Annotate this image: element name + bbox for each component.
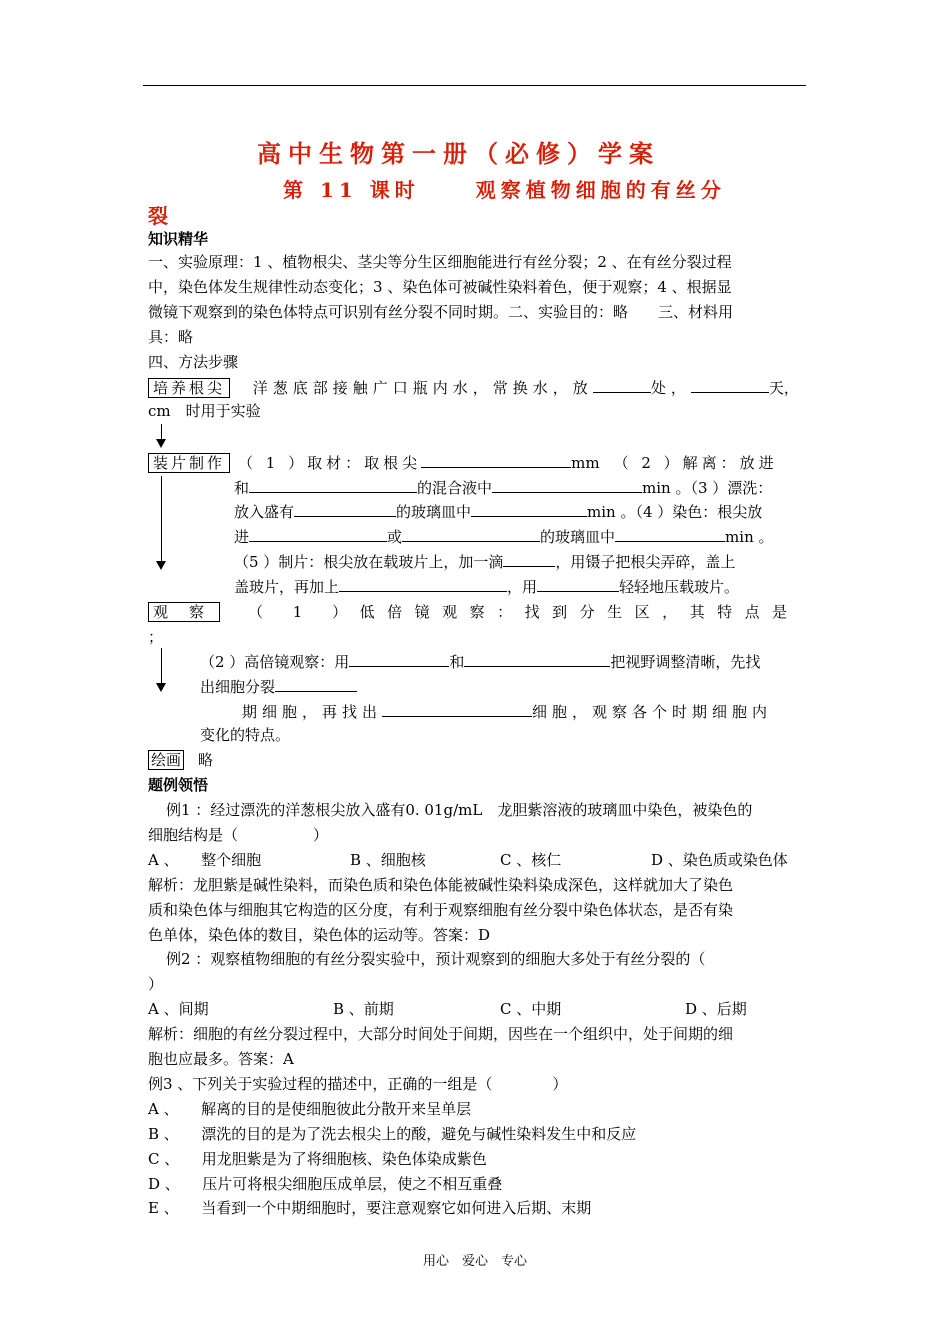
mount-text-4c: 的玻璃皿中 <box>540 528 616 546</box>
principle-line-1: 一、实验原理：1 、植物根尖、茎尖等分生区细胞能进行有丝分裂；2 、在有丝分裂过程 <box>148 253 732 271</box>
mount-text-1c: （ 2 ）解离：放进 <box>613 454 778 472</box>
ex2-analysis-2: 胞也应最多。答案：A <box>148 1050 294 1068</box>
observe-text-4a: 期细胞，再找出 <box>242 703 383 721</box>
observe-line-2 <box>200 651 760 672</box>
mount-text-4a: 进 <box>234 528 250 546</box>
mount-text-4b: 或 <box>387 528 403 546</box>
blank-drop-liquid <box>503 551 555 567</box>
observe-line-4 <box>242 701 772 722</box>
mount-line-6 <box>234 576 739 597</box>
step-observe-row <box>148 602 800 622</box>
ex3-option-b: B 、 漂洗的目的是为了洗去根尖上的酸，避免与碱性染料发生中和反应 <box>148 1125 637 1143</box>
lesson-title: 观察植物细胞的有丝分 <box>475 178 726 202</box>
observe-text-4b: 细胞，观察各个时期细胞内 <box>532 703 773 721</box>
blank-dissociation-a <box>249 477 417 493</box>
step-label-draw: 绘画 <box>148 750 184 770</box>
doc-title: 高中生物第一册（必修）学案 <box>257 139 660 168</box>
ex1-option-d: D 、染色质或染色体 <box>651 851 788 869</box>
ex2-question-2: ） <box>148 975 164 993</box>
draw-text: 略 <box>198 751 214 769</box>
culture-line-2: cm 时用于实验 <box>148 402 261 420</box>
observe-line-1-end: ； <box>148 628 164 646</box>
ex1-analysis-2: 质和染色体与细胞其它构造的区分度，有利于观察细胞有丝分裂中染色体状态，是否有染 <box>148 901 734 919</box>
ex1-option-c: C 、核仁 <box>500 851 562 869</box>
ex1-question-2: 细胞结构是（ ） <box>148 826 329 844</box>
blank-culture-place <box>593 377 651 393</box>
step-draw-row <box>148 750 213 770</box>
observe-line-5: 变化的特点。 <box>200 726 291 744</box>
blank-stain-b <box>402 526 540 542</box>
ex3-option-d: D 、 压片可将根尖细胞压成单层，使之不相互重叠 <box>148 1175 503 1193</box>
ex3-option-c: C 、 用龙胆紫是为了将细胞核、染色体染成紫色 <box>148 1150 487 1168</box>
steps-heading: 四、方法步骤 <box>148 353 239 371</box>
mount-text-3c: min 。（4 ）染色：根尖放 <box>587 503 763 521</box>
observe-line-3 <box>200 676 357 697</box>
step-label-mount: 装片制作 <box>148 453 230 473</box>
mount-line-5 <box>234 551 735 572</box>
blank-cover-item <box>339 576 507 592</box>
observe-text-2c: 把视野调整清晰，先找 <box>610 653 761 671</box>
ex1-analysis-1: 解析：龙胆紫是碱性染料，而染色质和染色体能被碱性染料染成深色，这样就加大了染色 <box>148 876 734 894</box>
mount-text-6a: 盖玻片，再加上 <box>234 578 340 596</box>
ex1-option-b: B 、细胞核 <box>350 851 426 869</box>
step-mount-row <box>148 452 778 473</box>
ex2-question-1: 例2 ：观察植物细胞的有丝分裂实验中，预计观察到的细胞大多处于有丝分裂的（ <box>166 950 706 968</box>
blank-culture-days <box>691 377 769 393</box>
section-heading-knowledge: 知识精华 <box>148 230 209 248</box>
mount-text-3a: 放入盛有 <box>234 503 295 521</box>
mount-text-3b: 的玻璃皿中 <box>396 503 472 521</box>
blank-stain-time <box>615 526 725 542</box>
principle-line-4: 具：略 <box>148 328 194 346</box>
mount-line-4 <box>234 526 774 547</box>
ex1-question-1: 例1 ：经过漂洗的洋葱根尖放入盛有0. 01g/mL 龙胆紫溶液的玻璃皿中染色，被染色的 <box>166 801 753 819</box>
observe-text-2b: 和 <box>449 653 465 671</box>
blank-dissociation-time <box>492 477 642 493</box>
blank-rinse-time <box>471 501 587 517</box>
principle-line-2: 中，染色体发生规律性动态变化；3 、染色体可被碱性染料着色，便于观察；4 、根据显 <box>148 278 732 296</box>
arrow-down-3 <box>161 648 162 690</box>
blank-stain-a <box>249 526 387 542</box>
blank-focus-b <box>464 651 610 667</box>
blank-other-cells <box>382 701 532 717</box>
mount-text-5b: ，用镊子把根尖弄碎，盖上 <box>555 553 736 571</box>
mount-text-2b: 的混合液中 <box>417 479 493 497</box>
mount-text-5a: （5 ）制片：根尖放在载玻片上，加一滴 <box>234 553 504 571</box>
culture-text-b: 处， <box>650 379 691 397</box>
step-culture-row <box>148 377 799 398</box>
mount-text-2c: min 。（3 ）漂洗： <box>642 479 773 497</box>
mount-line-2 <box>234 477 772 498</box>
mount-line-3 <box>234 501 762 522</box>
arrow-down-2 <box>161 476 162 568</box>
lesson-title-end: 裂 <box>148 204 168 228</box>
step-label-culture: 培养根尖 <box>148 378 230 398</box>
mount-text-1a: （ 1 ）取材：取根尖 <box>238 454 422 472</box>
ex2-option-c: C 、中期 <box>500 1000 562 1018</box>
page-footer: 用心 爱心 专心 <box>422 1254 527 1269</box>
observe-text-2a: （2 ）高倍镜观察：用 <box>200 653 350 671</box>
blank-press-tool <box>537 576 619 592</box>
header-rule <box>143 85 806 86</box>
ex2-option-d: D 、后期 <box>685 1000 747 1018</box>
culture-text-c: 天， <box>768 379 799 397</box>
mount-text-2a: 和 <box>234 479 250 497</box>
blank-phase <box>275 676 357 692</box>
observe-text-3: 出细胞分裂 <box>200 678 276 696</box>
ex3-option-a: A 、 解离的目的是使细胞彼此分散开来呈单层 <box>148 1100 472 1118</box>
arrow-down-1 <box>161 424 162 446</box>
blank-root-length <box>421 452 571 468</box>
mount-text-1b: mm <box>571 454 600 472</box>
ex3-option-e: E 、 当看到一个中期细胞时，要注意观察它如何进入后期、末期 <box>148 1199 592 1217</box>
lesson-number: 第 11 课时 <box>283 178 420 202</box>
blank-rinse-liquid <box>294 501 396 517</box>
observe-text-1: （ 1 ）低倍镜观察：找到分生区，其特点是 <box>248 603 800 621</box>
ex2-option-b: B 、前期 <box>333 1000 394 1018</box>
ex2-analysis-1: 解析：细胞的有丝分裂过程中，大部分时间处于间期，因些在一个组织中，处于间期的细 <box>148 1025 734 1043</box>
mount-text-6b: ，用 <box>507 578 538 596</box>
culture-text-a: 洋葱底部接触广口瓶内水，常换水，放 <box>252 379 593 397</box>
blank-focus-a <box>349 651 449 667</box>
mount-text-4d: min 。 <box>725 528 774 546</box>
step-label-observe: 观 察 <box>148 602 220 622</box>
section-heading-examples: 题例领悟 <box>148 776 209 794</box>
ex1-analysis-3: 色单体，染色体的数目，染色体的运动等。答案：D <box>148 926 491 944</box>
ex1-option-a: A 、 整个细胞 <box>148 851 262 869</box>
principle-line-3: 微镜下观察到的染色体特点可识别有丝分裂不同时期。二、实验目的：略 三、材料用 <box>148 303 734 321</box>
ex2-option-a: A 、间期 <box>148 1000 209 1018</box>
lesson-heading <box>283 174 726 203</box>
ex3-question: 例3 、下列关于实验过程的描述中，正确的一组是（ ） <box>148 1075 568 1093</box>
mount-text-6c: 轻轻地压载玻片。 <box>619 578 740 596</box>
